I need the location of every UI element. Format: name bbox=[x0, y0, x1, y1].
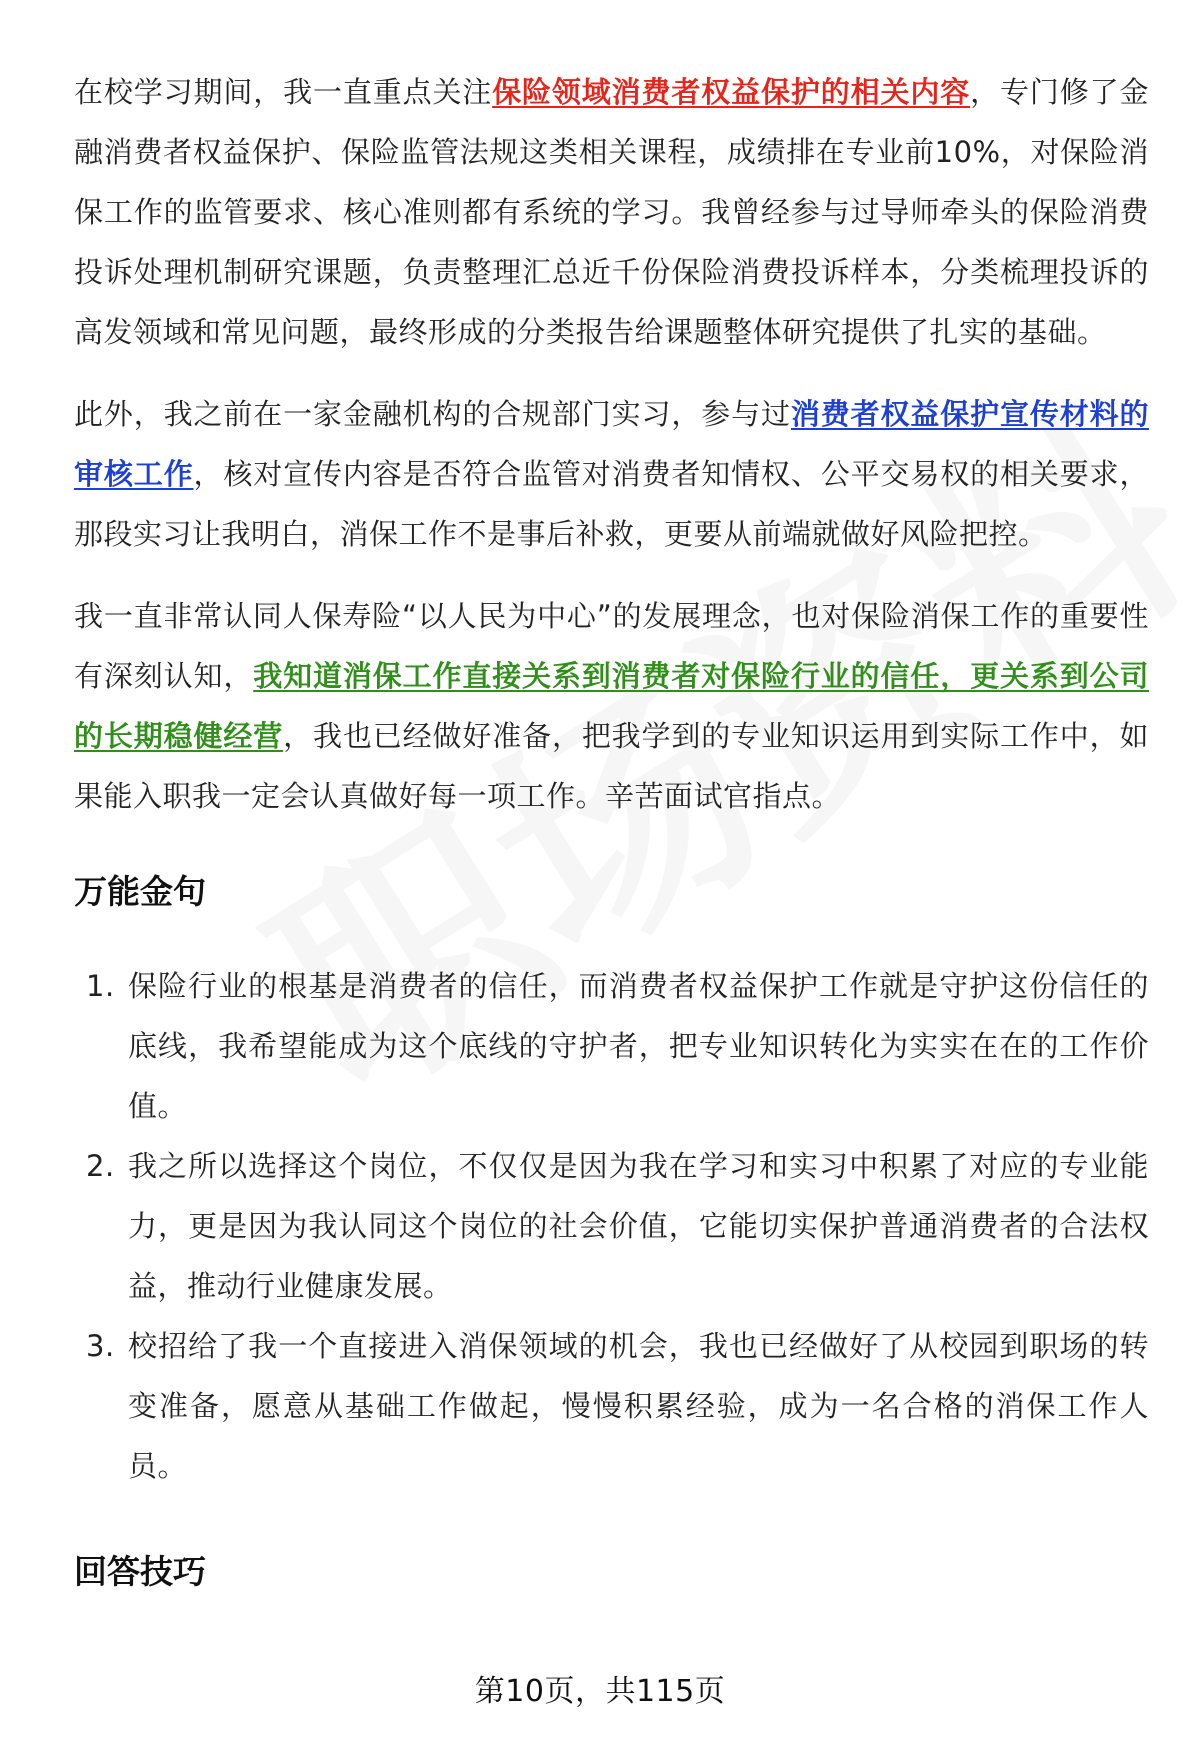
list-item bbox=[74, 1316, 1149, 1496]
highlight-blue: 消费者权益保护宣传材料的审核工作 bbox=[74, 397, 1149, 491]
paragraph-text: ，我也已经做好准备，把我学到的专业知识运用到实际工作中，如果能入职我一定会认真做好每一项工作。辛苦面试官指点。 bbox=[74, 719, 1149, 813]
list-item-text: 保险行业的根基是消费者的信任，而消费者权益保护工作就是守护这份信任的底线，我希望能成为这个底线的守护者，把专业知识转化为实实在在的工作价值。 bbox=[128, 969, 1149, 1123]
paragraph-text: ，核对宣传内容是否符合监管对消费者知情权、公平交易权的相关要求，那段实习让我明白，消保工作不是事后补救，更要从前端就做好风险把控。 bbox=[74, 457, 1149, 551]
paragraph-text: ，专门修了金融消费者权益保护、保险监管法规这类相关课程，成绩排在专业前10%，对保险消保工作的监管要求、核心准则都有系统的学习。我曾经参与过导师牵头的保险消费投诉处理机制研究课题，负责整理汇总近千份保险消费投诉样本，分类梳理投诉的高发领域和常见问题，最终形成的分类报告给课题整体研究提供了扎实的基础。 bbox=[74, 75, 1149, 349]
list-item-number: 2. bbox=[86, 1149, 115, 1183]
document-page bbox=[74, 62, 1149, 1602]
list-item-text: 我之所以选择这个岗位，不仅仅是因为我在学习和实习中积累了对应的专业能力，更是因为我认同这个岗位的社会价值，它能切实保护普通消费者的合法权益，推动行业健康发展。 bbox=[128, 1149, 1149, 1303]
list-item-text: 校招给了我一个直接进入消保领域的机会，我也已经做好了从校园到职场的转变准备，愿意从基础工作做起，慢慢积累经验，成为一名合格的消保工作人员。 bbox=[128, 1329, 1149, 1483]
highlight-green: 我知道消保工作直接关系到消费者对保险行业的信任，更关系到公司的长期稳健经营 bbox=[74, 659, 1149, 753]
list-item bbox=[74, 956, 1149, 1136]
paragraph-motivation bbox=[74, 586, 1149, 826]
paragraph-internship bbox=[74, 384, 1149, 564]
paragraph-text: 在校学习期间，我一直重点关注 bbox=[74, 75, 493, 109]
list-item bbox=[74, 1136, 1149, 1316]
section-heading-jiqiao: 回答技巧 bbox=[74, 1552, 206, 1591]
quote-list bbox=[74, 956, 1149, 1496]
section-heading-jinju: 万能金句 bbox=[74, 872, 206, 911]
list-item-number: 3. bbox=[86, 1329, 115, 1363]
list-item-number: 1. bbox=[86, 969, 115, 1003]
paragraph-study bbox=[74, 62, 1149, 362]
paragraph-text: 我一直非常认同人保寿险“以人民为中心”的发展理念，也对保险消保工作的重要性有深刻认知， bbox=[74, 599, 1149, 693]
highlight-red: 保险领域消费者权益保护的相关内容 bbox=[492, 75, 971, 109]
page-number: 第10页，共115页 bbox=[474, 1674, 726, 1709]
paragraph-text: 此外，我之前在一家金融机构的合规部门实习，参与过 bbox=[74, 397, 791, 431]
